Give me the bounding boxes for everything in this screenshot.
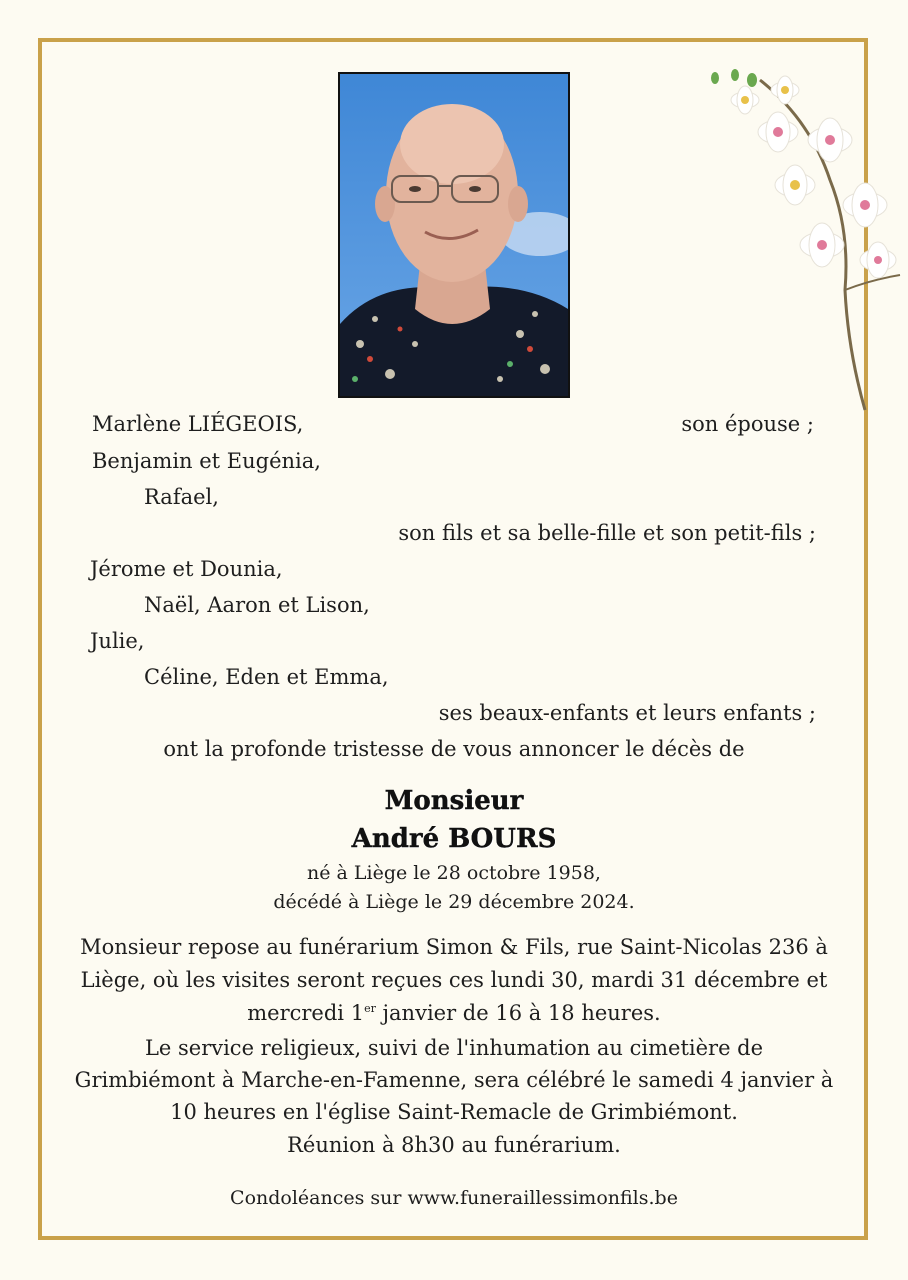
grandchild-name: Rafael, <box>144 485 219 509</box>
details-line-2: Liège, où les visites seront reçues ces lundi 30, mardi 31 décembre et <box>80 968 828 992</box>
details-line-1: Monsieur repose au funérarium Simon & Fils, rue Saint-Nicolas 236 à <box>80 935 828 959</box>
stepchild2-kids: Céline, Eden et Emma, <box>144 665 389 689</box>
son-relation: son fils et sa belle-fille et son petit-fils ; <box>398 521 816 545</box>
stepchildren-relation: ses beaux-enfants et leurs enfants ; <box>438 701 816 725</box>
portrait-photo <box>338 72 570 398</box>
death-info: décédé à Liège le 29 décembre 2024. <box>273 891 635 913</box>
condolences-link[interactable]: Condoléances sur www.funeraillessimonfils.be <box>230 1187 678 1209</box>
announcement-text: ont la profonde tristesse de vous annoncer le décès de <box>163 737 745 761</box>
details-line-6: 10 heures en l'église Saint-Remacle de Grimbiémont. <box>170 1100 738 1124</box>
spouse-relation: son épouse ; <box>681 412 814 436</box>
stepchild1-kids: Naël, Aaron et Lison, <box>144 593 370 617</box>
details-line-7: Réunion à 8h30 au funérarium. <box>287 1133 621 1157</box>
details-line-4: Le service religieux, suivi de l'inhumation au cimetière de <box>144 1036 764 1060</box>
deceased-title: Monsieur <box>384 786 524 816</box>
deceased-name: André BOURS <box>351 824 557 854</box>
spouse-name: Marlène LIÉGEOIS, <box>92 412 304 436</box>
orchid-flower-icon <box>700 60 908 420</box>
son-names: Benjamin et Eugénia, <box>92 449 321 473</box>
birth-info: né à Liège le 28 octobre 1958, <box>307 862 601 884</box>
details-line-3: mercredi 1er janvier de 16 à 18 heures. <box>247 1001 661 1025</box>
stepchild1-names: Jérome et Dounia, <box>90 557 283 581</box>
stepchild2-name: Julie, <box>90 629 145 653</box>
details-line-5: Grimbiémont à Marche-en-Famenne, sera célébré le samedi 4 janvier à <box>74 1068 834 1092</box>
